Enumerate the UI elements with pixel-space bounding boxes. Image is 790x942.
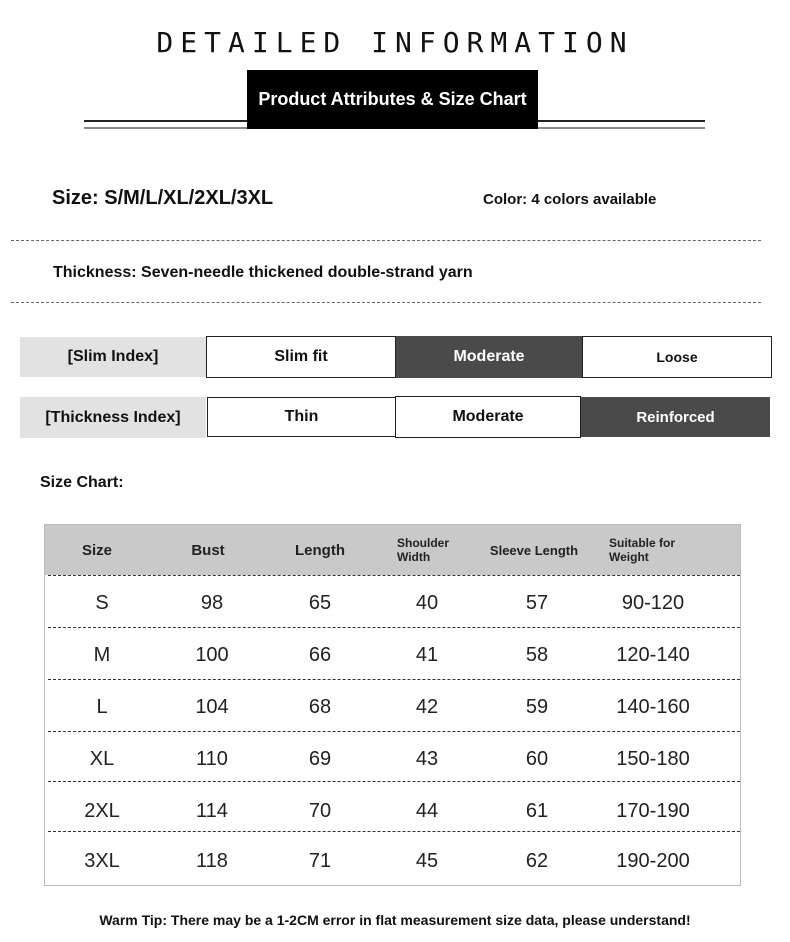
row-divider (48, 781, 740, 782)
cell-length: 71 (308, 849, 332, 872)
row-divider (48, 679, 740, 680)
thickness-index-label: [Thickness Index] (20, 397, 206, 438)
cell-shoulder: 44 (415, 799, 439, 822)
section-title: Product Attributes & Size Chart (258, 89, 527, 109)
section-title-box (247, 70, 538, 129)
size-chart-label: Size Chart: (40, 474, 124, 491)
cell-length: 66 (308, 643, 332, 666)
header-length: Length (295, 541, 345, 559)
cell-shoulder: 40 (415, 591, 439, 614)
cell-length: 69 (308, 747, 332, 770)
color-attribute: Color: 4 colors available (483, 191, 657, 208)
slim-option-slim-fit: Slim fit (206, 336, 396, 378)
page-title: DETAILED INFORMATION (156, 26, 634, 59)
cell-bust: 118 (196, 849, 228, 872)
row-divider (48, 575, 740, 576)
cell-length: 65 (308, 591, 332, 614)
cell-weight: 150-180 (616, 747, 690, 770)
cell-sleeve: 59 (525, 695, 549, 718)
table-row (45, 733, 740, 785)
slim-option-loose: Loose (582, 336, 772, 378)
cell-size: S (95, 591, 109, 614)
title-divider-left-bottom (84, 127, 247, 129)
title-divider-left-top (84, 120, 247, 122)
cell-sleeve: 58 (525, 643, 549, 666)
row-divider (48, 627, 740, 628)
thickness-option-thin: Thin (207, 397, 396, 437)
cell-shoulder: 42 (415, 695, 439, 718)
cell-sleeve: 60 (525, 747, 549, 770)
size-table (44, 524, 741, 886)
title-divider-right-top (538, 120, 705, 122)
cell-size: XL (89, 747, 115, 770)
cell-size: L (96, 695, 108, 718)
table-row (45, 577, 740, 629)
header-weight: Suitable for Weight (609, 536, 676, 564)
table-header (45, 525, 740, 575)
cell-weight: 90-120 (621, 591, 685, 614)
table-row (45, 629, 740, 681)
cell-sleeve: 62 (525, 849, 549, 872)
cell-size: 2XL (84, 799, 120, 822)
cell-bust: 104 (195, 695, 229, 718)
header-sleeve-length: Sleeve Length (489, 542, 579, 558)
thickness-option-moderate: Moderate (395, 396, 581, 438)
dashed-divider (11, 240, 761, 241)
cell-size: 3XL (84, 849, 120, 872)
warm-tip: Warm Tip: There may be a 1-2CM error in flat measurement size data, please understand! (99, 912, 691, 928)
row-divider (48, 831, 740, 832)
table-row (45, 681, 740, 733)
cell-bust: 100 (195, 643, 229, 666)
cell-bust: 110 (196, 747, 228, 770)
cell-shoulder: 41 (415, 643, 439, 666)
cell-weight: 170-190 (616, 799, 690, 822)
dashed-divider (11, 302, 761, 303)
cell-bust: 114 (196, 799, 228, 822)
cell-bust: 98 (200, 591, 224, 614)
row-divider (48, 731, 740, 732)
cell-sleeve: 61 (525, 799, 549, 822)
cell-shoulder: 43 (415, 747, 439, 770)
cell-sleeve: 57 (525, 591, 549, 614)
header-shoulder-width: Shoulder Width (397, 536, 450, 564)
thickness-option-reinforced: Reinforced (581, 397, 770, 437)
header-size: Size (81, 541, 112, 559)
cell-weight: 140-160 (616, 695, 690, 718)
cell-shoulder: 45 (415, 849, 439, 872)
size-attribute: Size: S/M/L/XL/2XL/3XL (52, 187, 274, 209)
cell-weight: 120-140 (616, 643, 690, 666)
table-row (45, 785, 740, 837)
cell-size: M (93, 643, 111, 666)
table-row (45, 835, 740, 887)
thickness-attribute: Thickness: Seven-needle thickened double-strand yarn (53, 264, 473, 281)
slim-index-label: [Slim Index] (20, 337, 206, 377)
cell-weight: 190-200 (616, 849, 690, 872)
header-bust: Bust (191, 541, 225, 559)
cell-length: 68 (308, 695, 332, 718)
title-divider-right-bottom (538, 127, 705, 129)
slim-option-moderate: Moderate (396, 336, 582, 378)
cell-length: 70 (308, 799, 332, 822)
